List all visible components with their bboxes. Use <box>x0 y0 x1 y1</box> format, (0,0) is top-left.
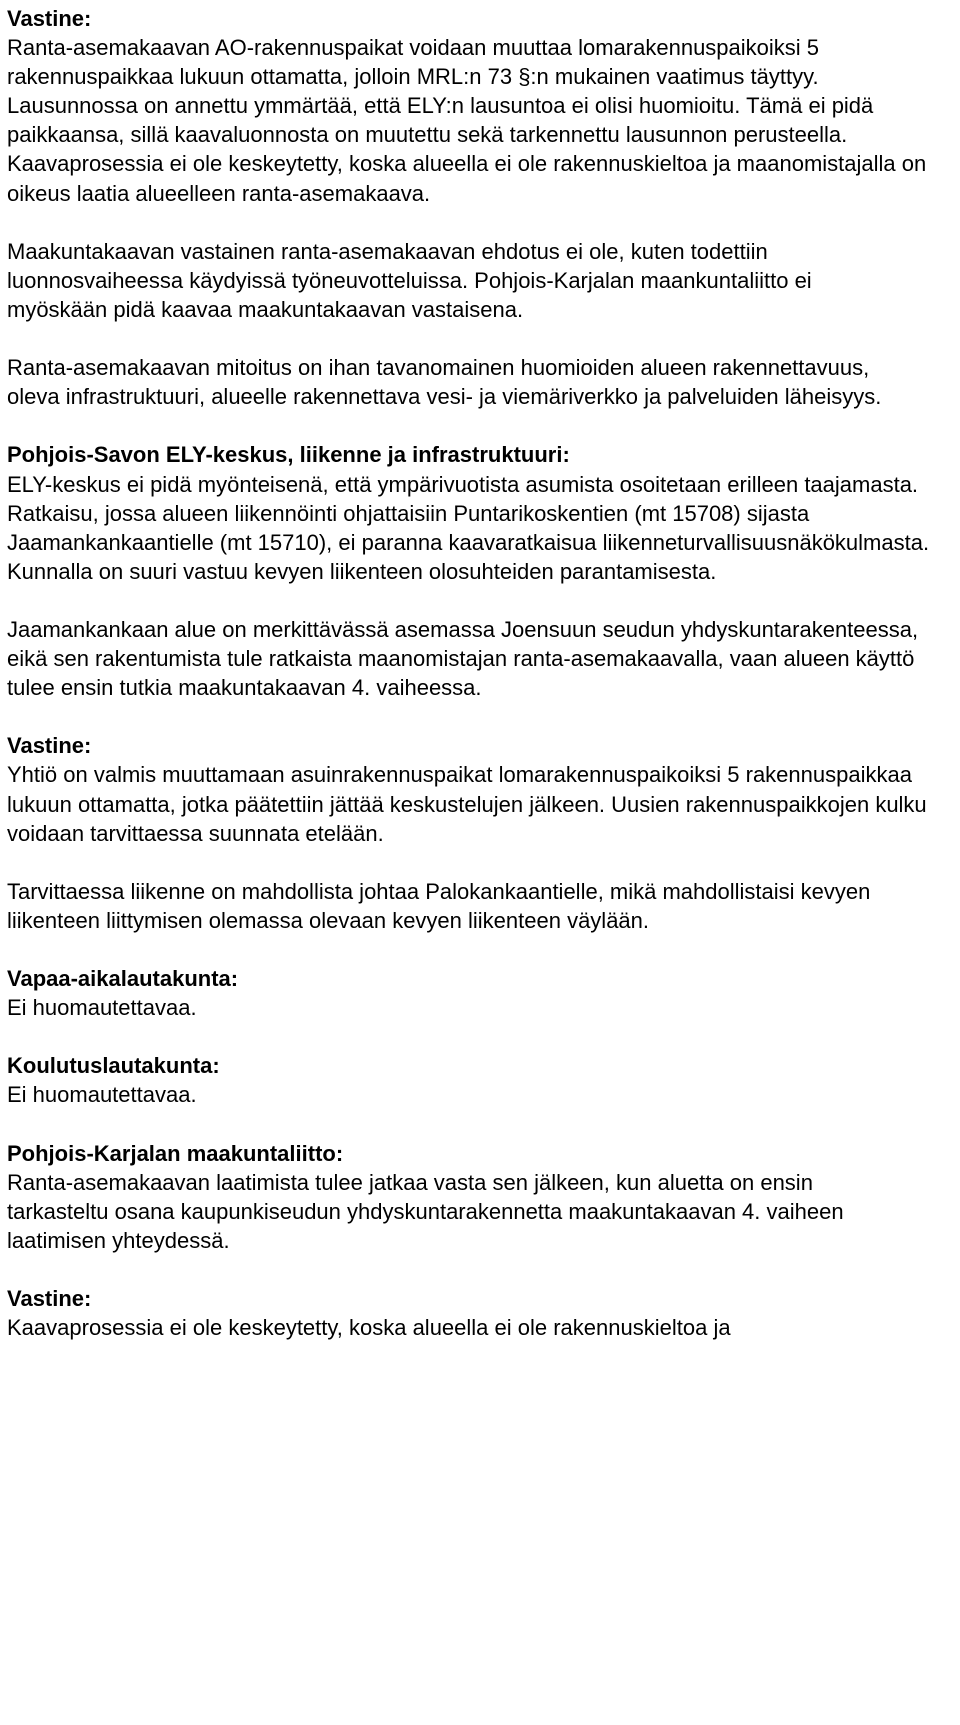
section-heading: Vastine: <box>7 6 92 31</box>
section-maakuntaliitto <box>7 1139 955 1255</box>
section-vastine-1 <box>7 4 955 411</box>
document-page <box>7 4 955 1342</box>
section-heading: Vastine: <box>7 733 92 759</box>
paragraph: Ei huomautettavaa. <box>7 995 197 1021</box>
section-heading: Vapaa-aikalautakunta: <box>7 966 239 992</box>
section-koulutuslautakunta <box>7 1051 955 1109</box>
section-vastine-3 <box>7 1284 955 1342</box>
paragraph: Jaamankankaan alue on merkittävässä asemassa Joensuun seudun yhdyskuntarakenteessa, eikä sen rakentumista tule ratkaista maanomistajan ranta-asemakaavalla, vaan alueen käyttö tulee ensin tutkia maakuntakaavan 4. vaiheessa. <box>7 616 919 701</box>
paragraph: ELY-keskus ei pidä myönteisenä, että ympärivuotista asumista osoitetaan erilleen taajamasta. Ratkaisu, jossa alueen liikennöinti ohjattaisiin Puntarikoskentien (mt 15708) sijasta Jaamankankaantielle (mt 15710), ei paranna kaavaratkaisua liikenneturvallisuusnäkökulmasta. Kunnalla on suuri vastuu kevyen liikenteen olosuhteiden parantamisesta. <box>7 471 930 584</box>
section-heading: Vastine: <box>7 1286 92 1312</box>
paragraph: Kaavaprosessia ei ole keskeytetty, koska alueella ei ole rakennuskieltoa ja <box>7 1315 731 1341</box>
section-vastine-2 <box>7 731 955 935</box>
section-heading: Pohjois-Karjalan maakuntaliitto: <box>7 1140 344 1166</box>
section-vapaa-aikalautakunta <box>7 964 955 1022</box>
paragraph: Ei huomautettavaa. <box>7 1082 197 1108</box>
paragraph: Yhtiö on valmis muuttamaan asuinrakennuspaikat lomarakennuspaikoiksi 5 rakennuspaikkaa lukuun ottamatta, jotka päätettiin jättää keskustelujen jälkeen. Uusien rakennuspaikkojen kulku voidaan tarvittaessa suunnata etelään. <box>7 762 927 846</box>
paragraph: Ranta-asemakaavan mitoitus on ihan tavanomainen huomioiden alueen rakennettavuus, oleva infrastruktuuri, alueelle rakennettava vesi- ja viemäriverkko ja palveluiden läheisyys. <box>7 355 882 410</box>
section-heading: Koulutuslautakunta: <box>7 1053 220 1079</box>
paragraph: Ranta-asemakaavan AO-rakennuspaikat voidaan muuttaa lomarakennuspaikoiksi 5 rakennuspaikkaa lukuun ottamatta, jolloin MRL:n 73 §:n mukainen vaatimus täyttyy. Lausunnossa on annettu ymmärtää, että ELY:n lausuntoa ei olisi huomioitu. Tämä ei pidä paikkaansa, sillä kaavaluonnosta on muutettu sekä tarkennettu lausunnon perusteella. Kaavaprosessia ei ole keskeytetty, koska alueella ei ole rakennuskieltoa ja maanomistajalla on oikeus laatia alueelleen ranta-asemakaava. <box>7 35 927 206</box>
section-heading: Pohjois-Savon ELY-keskus, liikenne ja infrastruktuuri: <box>7 442 570 468</box>
paragraph: Ranta-asemakaavan laatimista tulee jatkaa vasta sen jälkeen, kun aluetta on ensin tarkasteltu osana kaupunkiseudun yhdyskuntarakennetta maakuntakaavan 4. vaiheen laatimisen yhteydessä. <box>7 1169 844 1253</box>
paragraph: Tarvittaessa liikenne on mahdollista johtaa Palokankaantielle, mikä mahdollistaisi kevyen liikenteen liittymisen olemassa olevaan kevyen liikenteen väylään. <box>7 878 871 933</box>
paragraph: Maakuntakaavan vastainen ranta-asemakaavan ehdotus ei ole, kuten todettiin luonnosvaiheessa käydyissä työneuvotteluissa. Pohjois-Karjalan maankuntaliitto ei myöskään pidä kaavaa maakuntakaavan vastaisena. <box>7 238 812 322</box>
section-ely-keskus <box>7 440 955 702</box>
